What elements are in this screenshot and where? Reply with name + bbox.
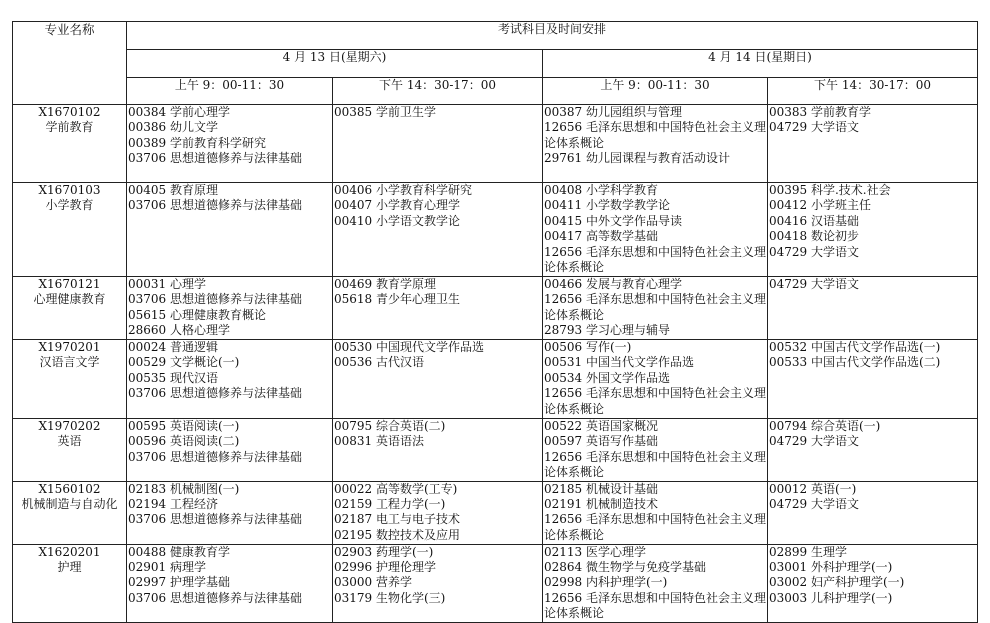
course-entry: 00408 小学科学教育 bbox=[544, 183, 658, 197]
session-header-4: 下午 14：30-17：00 bbox=[768, 78, 978, 105]
course-entry: 00506 写作(一) bbox=[544, 340, 632, 354]
course-entry: 04729 大学语文 bbox=[769, 277, 859, 291]
major-cell bbox=[13, 419, 127, 482]
course-entry: 29761 幼儿园课程与教育活动设计 bbox=[544, 151, 730, 166]
major-code: X1970202 bbox=[38, 419, 101, 433]
major-column-header: 专业名称 bbox=[13, 22, 127, 105]
course-entry: 00411 小学数学教学论 bbox=[544, 198, 670, 213]
course-entry: 03706 思想道德修养与法律基础 bbox=[128, 512, 302, 527]
session-cell bbox=[768, 544, 978, 622]
course-entry: 00415 中外文学作品导读 bbox=[544, 213, 682, 228]
course-entry: 04729 大学语文 bbox=[769, 244, 859, 259]
course-entry: 00417 高等数学基础 bbox=[544, 229, 658, 244]
schedule-title-header: 考试科目及时间安排 bbox=[127, 22, 978, 50]
course-entry: 12656 毛泽东思想和中国特色社会主义理论体系概论 bbox=[544, 120, 766, 150]
major-name: 心理健康教育 bbox=[33, 292, 106, 307]
course-entry: 00395 科学.技术.社会 bbox=[769, 183, 891, 197]
course-entry: 03003 儿科护理学(一) bbox=[769, 590, 893, 605]
exam-schedule-table bbox=[12, 21, 978, 623]
session-cell bbox=[768, 183, 978, 277]
course-entry: 00531 中国当代文学作品选 bbox=[544, 355, 694, 370]
major-cell bbox=[13, 105, 127, 183]
course-entry: 00534 外国文学作品选 bbox=[544, 370, 670, 385]
session-cell bbox=[543, 105, 768, 183]
course-entry: 00466 发展与教育心理学 bbox=[544, 277, 682, 291]
course-entry: 00416 汉语基础 bbox=[769, 213, 859, 228]
course-entry: 00533 中国古代文学作品选(二) bbox=[769, 355, 941, 370]
session-cell bbox=[333, 544, 543, 622]
course-entry: 03706 思想道德修养与法律基础 bbox=[128, 151, 302, 166]
course-entry: 00536 古代汉语 bbox=[334, 355, 424, 370]
course-entry: 00383 学前教育学 bbox=[769, 105, 871, 119]
major-code: X1620201 bbox=[38, 544, 101, 559]
course-entry: 00529 文学概论(一) bbox=[128, 355, 240, 370]
course-entry: 00831 英语语法 bbox=[334, 434, 424, 449]
major-row bbox=[13, 419, 978, 482]
session-cell bbox=[127, 105, 333, 183]
course-entry: 02901 病理学 bbox=[128, 560, 206, 575]
session-cell bbox=[768, 277, 978, 340]
course-entry: 03000 营养学 bbox=[334, 575, 412, 590]
course-entry: 00384 学前心理学 bbox=[128, 105, 230, 119]
course-entry: 28793 学习心理与辅导 bbox=[544, 323, 670, 338]
session-header-3: 上午 9：00-11：30 bbox=[543, 78, 768, 105]
course-entry: 00535 现代汉语 bbox=[128, 370, 218, 385]
major-row bbox=[13, 544, 978, 622]
course-entry: 02903 药理学(一) bbox=[334, 544, 434, 559]
major-row bbox=[13, 183, 978, 277]
course-entry: 00406 小学教育科学研究 bbox=[334, 183, 472, 197]
course-entry: 12656 毛泽东思想和中国特色社会主义理论体系概论 bbox=[544, 449, 766, 480]
course-entry: 00469 教育学原理 bbox=[334, 277, 436, 291]
major-cell bbox=[13, 544, 127, 622]
course-entry: 12656 毛泽东思想和中国特色社会主义理论体系概论 bbox=[544, 512, 766, 542]
course-entry: 04729 大学语文 bbox=[769, 434, 859, 449]
course-entry: 00405 教育原理 bbox=[128, 183, 218, 197]
course-entry: 00418 数论初步 bbox=[769, 229, 859, 244]
major-name: 英语 bbox=[57, 434, 82, 449]
session-cell bbox=[768, 481, 978, 544]
course-entry: 02899 生理学 bbox=[769, 544, 847, 559]
major-name: 小学教育 bbox=[45, 198, 94, 213]
session-cell bbox=[543, 419, 768, 482]
course-entry: 12656 毛泽东思想和中国特色社会主义理论体系概论 bbox=[544, 292, 766, 322]
course-entry: 00530 中国现代文学作品选 bbox=[334, 340, 484, 354]
session-cell bbox=[333, 481, 543, 544]
major-code: X1970201 bbox=[38, 340, 101, 354]
session-header-2: 下午 14：30-17：00 bbox=[333, 78, 543, 105]
course-entry: 12656 毛泽东思想和中国特色社会主义理论体系概论 bbox=[544, 386, 766, 416]
major-code: X1670103 bbox=[38, 183, 101, 197]
course-entry: 02183 机械制图(一) bbox=[128, 481, 240, 496]
major-row bbox=[13, 481, 978, 544]
course-entry: 04729 大学语文 bbox=[769, 497, 859, 512]
session-cell bbox=[543, 340, 768, 419]
course-entry: 12656 毛泽东思想和中国特色社会主义理论体系概论 bbox=[544, 244, 766, 275]
session-cell bbox=[768, 419, 978, 482]
major-cell bbox=[13, 340, 127, 419]
course-entry: 03002 妇产科护理学(一) bbox=[769, 575, 905, 590]
course-entry: 02996 护理伦理学 bbox=[334, 560, 436, 575]
day-header-1: 4 月 13 日(星期六) bbox=[127, 50, 543, 78]
session-cell bbox=[127, 419, 333, 482]
major-code: X1670102 bbox=[38, 105, 101, 119]
course-entry: 04729 大学语文 bbox=[769, 120, 859, 135]
major-row bbox=[13, 105, 978, 183]
major-name: 护理 bbox=[57, 560, 82, 575]
session-header-1: 上午 9：00-11：30 bbox=[127, 78, 333, 105]
course-entry: 00024 普通逻辑 bbox=[128, 340, 218, 354]
session-cell bbox=[333, 183, 543, 277]
major-code: X1670121 bbox=[38, 277, 101, 291]
major-name: 汉语言文学 bbox=[39, 355, 100, 370]
course-entry: 00795 综合英语(二) bbox=[334, 419, 446, 433]
session-cell bbox=[127, 481, 333, 544]
major-code: X1560102 bbox=[38, 481, 101, 496]
course-entry: 00031 心理学 bbox=[128, 277, 206, 291]
course-entry: 00488 健康教育学 bbox=[128, 544, 230, 559]
session-cell bbox=[333, 419, 543, 482]
session-cell bbox=[333, 277, 543, 340]
course-entry: 00389 学前教育科学研究 bbox=[128, 135, 266, 150]
course-entry: 02998 内科护理学(一) bbox=[544, 575, 668, 590]
course-entry: 02113 医学心理学 bbox=[544, 544, 646, 559]
course-entry: 03706 思想道德修养与法律基础 bbox=[128, 386, 302, 401]
session-cell bbox=[543, 544, 768, 622]
course-entry: 00387 幼儿园组织与管理 bbox=[544, 105, 682, 119]
course-entry: 02191 机械制造技术 bbox=[544, 497, 658, 512]
session-cell bbox=[543, 481, 768, 544]
session-cell bbox=[543, 183, 768, 277]
session-cell bbox=[333, 105, 543, 183]
course-entry: 02187 电工与电子技术 bbox=[334, 512, 460, 527]
session-cell bbox=[543, 277, 768, 340]
course-entry: 28660 人格心理学 bbox=[128, 323, 230, 338]
course-entry: 12656 毛泽东思想和中国特色社会主义理论体系概论 bbox=[544, 590, 766, 621]
course-entry: 00022 高等数学(工专) bbox=[334, 481, 458, 496]
course-entry: 03706 思想道德修养与法律基础 bbox=[128, 198, 302, 213]
course-entry: 05615 心理健康教育概论 bbox=[128, 307, 266, 322]
course-entry: 00532 中国古代文学作品选(一) bbox=[769, 340, 941, 354]
course-entry: 02195 数控技术及应用 bbox=[334, 527, 460, 542]
course-entry: 03706 思想道德修养与法律基础 bbox=[128, 449, 302, 464]
major-name: 学前教育 bbox=[45, 120, 94, 135]
course-entry: 00595 英语阅读(一) bbox=[128, 419, 240, 433]
course-entry: 00522 英语国家概况 bbox=[544, 419, 658, 433]
course-entry: 02185 机械设计基础 bbox=[544, 481, 658, 496]
course-entry: 02194 工程经济 bbox=[128, 497, 218, 512]
major-cell bbox=[13, 183, 127, 277]
course-entry: 03001 外科护理学(一) bbox=[769, 560, 893, 575]
major-row bbox=[13, 277, 978, 340]
session-cell bbox=[127, 544, 333, 622]
course-entry: 00407 小学教育心理学 bbox=[334, 198, 460, 213]
schedule-body bbox=[13, 105, 978, 623]
session-cell bbox=[768, 340, 978, 419]
course-entry: 00410 小学语文教学论 bbox=[334, 213, 460, 228]
course-entry: 00412 小学班主任 bbox=[769, 198, 871, 213]
course-entry: 02159 工程力学(一) bbox=[334, 497, 446, 512]
session-cell bbox=[127, 277, 333, 340]
session-cell bbox=[127, 183, 333, 277]
course-entry: 05618 青少年心理卫生 bbox=[334, 292, 460, 307]
major-cell bbox=[13, 481, 127, 544]
course-entry: 00596 英语阅读(二) bbox=[128, 434, 240, 449]
course-entry: 00012 英语(一) bbox=[769, 481, 857, 496]
major-row bbox=[13, 340, 978, 419]
course-entry: 00386 幼儿文学 bbox=[128, 120, 218, 135]
major-cell bbox=[13, 277, 127, 340]
course-entry: 00597 英语写作基础 bbox=[544, 434, 658, 449]
session-cell bbox=[333, 340, 543, 419]
course-entry: 03179 生物化学(三) bbox=[334, 590, 446, 605]
session-cell bbox=[768, 105, 978, 183]
major-name: 机械制造与自动化 bbox=[21, 497, 118, 512]
day-header-2: 4 月 14 日(星期日) bbox=[543, 50, 978, 78]
course-entry: 02997 护理学基础 bbox=[128, 575, 230, 590]
session-cell bbox=[127, 340, 333, 419]
course-entry: 00794 综合英语(一) bbox=[769, 419, 881, 433]
course-entry: 00385 学前卫生学 bbox=[334, 105, 436, 119]
course-entry: 03706 思想道德修养与法律基础 bbox=[128, 590, 302, 605]
course-entry: 02864 微生物学与免疫学基础 bbox=[544, 560, 706, 575]
course-entry: 03706 思想道德修养与法律基础 bbox=[128, 292, 302, 307]
